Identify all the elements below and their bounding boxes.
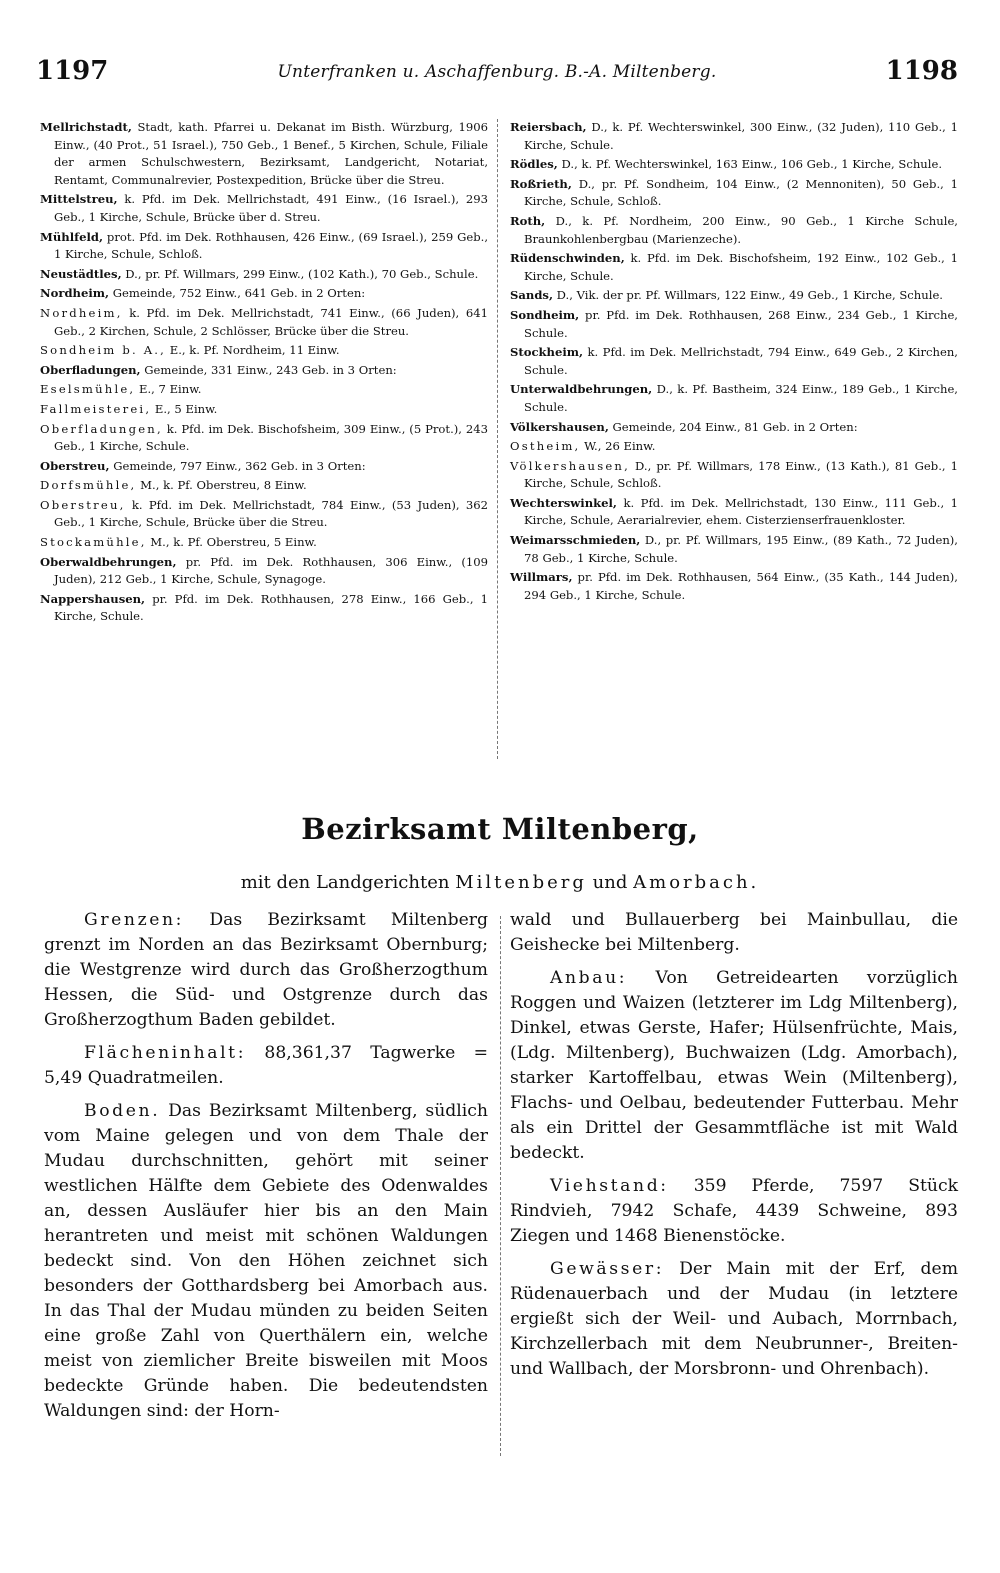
entry-place-name: Neustädtles, xyxy=(40,266,122,281)
paragraph-lead: Grenzen: xyxy=(84,910,185,930)
entry-place-name: Stockamühle, xyxy=(40,535,147,550)
entry-description: Gemeinde, 797 Einw., 362 Geb. in 3 Orten: xyxy=(113,458,366,473)
gazetteer-subentry xyxy=(40,401,488,419)
gazetteer-entry xyxy=(40,266,488,284)
entry-place-name: Ostheim, xyxy=(510,439,581,454)
entry-description: pr. Pfd. im Dek. Rothhausen, 306 Einw., (109 Juden), 212 Geb., 1 Kirche, Schule, Synagoge. xyxy=(54,554,489,587)
entry-place-name: Oberstreu, xyxy=(40,497,126,512)
entry-description: k. Pfd. im Dek. Mellrichstadt, 741 Einw., (66 Juden), 641 Geb., 2 Kirchen, Schule, 2 Schlösser, Brücke über die Streu. xyxy=(54,305,488,338)
entry-place-name: Nordheim, xyxy=(40,286,110,301)
gazetteer-subentry xyxy=(40,534,488,552)
paragraph-lead: Gewässer: xyxy=(550,1259,665,1279)
entry-description: W., 26 Einw. xyxy=(584,439,656,454)
gazetteer-subentry xyxy=(510,438,958,456)
paragraph-lead: Anbau: xyxy=(550,968,628,988)
gazetteer-entry xyxy=(40,285,488,303)
paragraph-lead: Boden. xyxy=(84,1101,161,1121)
paragraph-text: Das Bezirksamt Miltenberg, südlich vom Maine gelegen und von dem Thale der Mudau durchschnitten, gehört mit seiner westlichen Hälfte dem Gebiete des Odenwaldes an, dessen Ausläufer hier bis an den Main herantreten und meist mit schönen Waldungen bedeckt sind. Von den Höhen zeichnet sich besonders der Gotthardsberg bei Amorbach aus. In das Thal der Mudau münden zu beiden Seiten eine große Zahl von Querthälern ein, welche meist von ziemlicher Breite bisweilen mit Moos bedeckte Gründe haben. Die bedeutendsten Waldungen sind: der Horn- xyxy=(44,1101,488,1421)
gazetteer-entry xyxy=(510,287,958,305)
entry-description: k. Pfd. im Dek. Mellrichstadt, 784 Einw., (53 Juden), 362 Geb., 1 Kirche, Schule, Brücke über die Streu. xyxy=(54,497,488,530)
entry-place-name: Eselsmühle, xyxy=(40,382,136,397)
gazetteer-subentry xyxy=(40,305,488,340)
entry-place-name: Rödles, xyxy=(510,157,558,172)
entry-place-name: Oberfladungen, xyxy=(40,362,141,377)
entry-description: D., pr. Pf. Willmars, 195 Einw., (89 Kath., 72 Juden), 78 Geb., 1 Kirche, Schule. xyxy=(524,533,958,565)
entry-description: D., k. Pf. Wechterswinkel, 163 Einw., 106 Geb., 1 Kirche, Schule. xyxy=(561,157,943,172)
entry-description: prot. Pfd. im Dek. Rothhausen, 426 Einw., (69 Israel.), 259 Geb., 1 Kirche, Schule, Schloß. xyxy=(54,229,488,262)
entry-description: Stadt, kath. Pfarrei u. Dekanat im Bisth. Würzburg, 1906 Einw., (40 Prot., 51 Israel.), 750 Geb., 1 Benef., 5 Kirchen, Schule, Filiale der armen Schulschwestern, Bezirksamt, Landgericht, Notariat, Rentamt, Communalrevier, Postexpedition, Brücke über die Streu. xyxy=(54,120,489,187)
entry-description: pr. Pfd. im Dek. Rothhausen, 278 Einw., 166 Geb., 1 Kirche, Schule. xyxy=(54,591,489,624)
entry-description: Gemeinde, 204 Einw., 81 Geb. in 2 Orten: xyxy=(612,419,858,434)
entry-description: D., pr. Pf. Sondheim, 104 Einw., (2 Mennoniten), 50 Geb., 1 Kirche, Schule, Schloß. xyxy=(524,176,959,209)
entry-place-name: Mellrichstadt, xyxy=(40,120,132,134)
entry-description: k. Pfd. im Dek. Mellrichstadt, 130 Einw., 111 Geb., 1 Kirche, Schule, Aerarialrevier, ehem. Cisterzienserfrauenkloster. xyxy=(524,495,958,528)
subtitle-prefix: mit den Landgerichten xyxy=(240,872,450,893)
gazetteer-entry xyxy=(510,176,958,211)
entry-place-name: Sands, xyxy=(510,288,553,303)
entry-description: D., k. Pf. Wechterswinkel, 300 Einw., (32 Juden), 110 Geb., 1 Kirche, Schule. xyxy=(524,120,958,152)
entry-place-name: Rüdenschwinden, xyxy=(510,251,625,266)
entry-place-name: Nappershausen, xyxy=(40,591,146,606)
gazetteer-entry xyxy=(40,458,488,476)
entry-place-name: Unterwaldbehrungen, xyxy=(510,382,653,397)
gazetteer-entry xyxy=(40,119,488,189)
body-left-column xyxy=(44,908,488,1432)
body-column-divider xyxy=(500,916,501,1456)
entry-place-name: Völkershausen, xyxy=(510,458,630,473)
gazetteer-entry xyxy=(510,495,958,530)
entry-description: k. Pfd. im Dek. Bischofsheim, 309 Einw., (5 Prot.), 243 Geb., 1 Kirche, Schule. xyxy=(54,421,488,454)
entry-description: E., 5 Einw. xyxy=(154,401,218,416)
subtitle-mid: und xyxy=(592,872,628,893)
body-paragraph xyxy=(510,1174,958,1249)
body-right-column xyxy=(510,908,958,1390)
entry-place-name: Oberwaldbehrungen, xyxy=(40,554,177,569)
gazetteer-entry xyxy=(510,213,958,248)
entry-description: M., k. Pf. Oberstreu, 8 Einw. xyxy=(140,478,307,493)
paragraph-text: wald und Bullauerberg bei Mainbullau, die Geishecke bei Miltenberg. xyxy=(510,910,958,955)
gazetteer-entry xyxy=(510,250,958,285)
entry-description: D., k. Pf. Bastheim, 324 Einw., 189 Geb., 1 Kirche, Schule. xyxy=(524,382,958,414)
entry-description: D., k. Pf. Nordheim, 200 Einw., 90 Geb., 1 Kirche Schule, Braunkohlenbergbau (Marienzeche). xyxy=(524,213,958,246)
entry-place-name: Wechterswinkel, xyxy=(510,495,617,510)
gazetteer-entry xyxy=(510,156,958,174)
page-header xyxy=(36,56,958,96)
section-subtitle xyxy=(0,872,1000,893)
entry-place-name: Oberstreu, xyxy=(40,458,110,473)
gazetteer-entry xyxy=(510,419,958,437)
entry-description: D., Vik. der pr. Pf. Willmars, 122 Einw., 49 Geb., 1 Kirche, Schule. xyxy=(556,288,943,303)
paragraph-text: Von Getreidearten vorzüglich Roggen und Waizen (letzterer im Ldg Miltenberg), Dinkel, etwas Gerste, Hafer; Hülsenfrüchte, Mais, (Ldg. Miltenberg), Buchwaizen (Ldg. Amorbach), starker Kartoffelbau, etwas Wein (Miltenberg), Flachs- und Oelbau, bedeutender Futterbau. Mehr als ein Drittel der Gesammtfläche ist mit Wald bedeckt. xyxy=(510,968,958,1163)
gazetteer-entry xyxy=(510,119,958,154)
right-gazetteer-column xyxy=(510,119,958,606)
body-paragraph xyxy=(510,908,958,958)
gazetteer-entry xyxy=(40,362,488,380)
entry-description: E., k. Pf. Nordheim, 11 Einw. xyxy=(169,343,340,358)
subtitle-court-b: Amorbach. xyxy=(633,872,760,893)
column-divider xyxy=(497,119,498,759)
entry-place-name: Nordheim, xyxy=(40,305,123,320)
entry-place-name: Mühlfeld, xyxy=(40,229,104,244)
paragraph-lead: Viehstand: xyxy=(550,1176,669,1196)
gazetteer-entry xyxy=(510,569,958,604)
gazetteer-subentry xyxy=(40,381,488,399)
body-paragraph xyxy=(44,908,488,1033)
entry-description: k. Pfd. im Dek. Mellrichstadt, 491 Einw., (16 Israel.), 293 Geb., 1 Kirche, Schule, Brücke über d. Streu. xyxy=(54,192,489,224)
gazetteer-entry xyxy=(40,191,488,226)
entry-place-name: Fallmeisterei, xyxy=(40,401,152,416)
running-title: Unterfranken u. Aschaffenburg. B.-A. Miltenberg. xyxy=(277,62,717,82)
entry-place-name: Völkershausen, xyxy=(510,419,609,434)
body-paragraph xyxy=(44,1099,488,1424)
gazetteer-entry xyxy=(40,229,488,264)
entry-description: D., pr. Pf. Willmars, 178 Einw., (13 Kath.), 81 Geb., 1 Kirche, Schule, Schloß. xyxy=(524,458,958,491)
entry-place-name: Weimarsschmieden, xyxy=(510,533,641,548)
page-number-right: 1198 xyxy=(885,56,958,86)
paragraph-text: Das Bezirksamt Miltenberg grenzt im Norden an das Bezirksamt Obernburg; die Westgrenze wird durch das Großherzogthum Hessen, die Süd- und Ostgrenze durch das Großherzogthum Baden gebildet. xyxy=(44,910,488,1030)
entry-description: D., pr. Pf. Willmars, 299 Einw., (102 Kath.), 70 Geb., Schule. xyxy=(125,266,479,281)
entry-description: E., 7 Einw. xyxy=(139,382,202,397)
left-gazetteer-column xyxy=(40,119,488,628)
entry-description: Gemeinde, 752 Einw., 641 Geb. in 2 Orten: xyxy=(112,286,366,301)
entry-place-name: Willmars, xyxy=(510,570,573,585)
entry-place-name: Roßrieth, xyxy=(510,176,572,191)
gazetteer-entry xyxy=(510,344,958,379)
section-title: Bezirksamt Miltenberg, xyxy=(301,812,699,846)
subtitle-court-a: Miltenberg xyxy=(455,872,587,893)
gazetteer-subentry xyxy=(40,342,488,360)
page-number-left: 1197 xyxy=(36,56,109,86)
paragraph-text: Der Main mit der Erf, dem Rüdenauerbach und der Mudau (in letztere ergießt sich der Weil- und Aubach, Morrnbach, Kirchzellerbach mit dem Neubrunner-, Breiten- und Wallbach, der Morsbronn- und Ohrenbach). xyxy=(510,1259,958,1379)
body-paragraph xyxy=(44,1041,488,1091)
paragraph-lead: Flächeninhalt: xyxy=(84,1043,247,1063)
paragraph-text: 88,361,37 Tagwerke = 5,49 Quadratmeilen. xyxy=(44,1043,488,1088)
paragraph-text: 359 Pferde, 7597 Stück Rindvieh, 7942 Schafe, 4439 Schweine, 893 Ziegen und 1468 Bienenstöcke. xyxy=(510,1176,958,1246)
entry-description: pr. Pfd. im Dek. Rothhausen, 268 Einw., 234 Geb., 1 Kirche, Schule. xyxy=(524,307,958,340)
gazetteer-subentry xyxy=(40,497,488,532)
entry-description: M., k. Pf. Oberstreu, 5 Einw. xyxy=(150,535,317,550)
entry-description: Gemeinde, 331 Einw., 243 Geb. in 3 Orten: xyxy=(144,362,397,377)
entry-description: pr. Pfd. im Dek. Rothhausen, 564 Einw., (35 Kath., 144 Juden), 294 Geb., 1 Kirche, Schule. xyxy=(524,570,958,602)
gazetteer-entry xyxy=(510,532,958,567)
entry-description: k. Pfd. im Dek. Mellrichstadt, 794 Einw., 649 Geb., 2 Kirchen, Schule. xyxy=(524,345,958,377)
gazetteer-entry xyxy=(40,554,488,589)
gazetteer-subentry xyxy=(40,421,488,456)
entry-place-name: Roth, xyxy=(510,213,546,228)
gazetteer-subentry xyxy=(40,477,488,495)
entry-place-name: Stockheim, xyxy=(510,345,584,360)
entry-place-name: Oberfladungen, xyxy=(40,421,163,436)
entry-place-name: Mittelstreu, xyxy=(40,192,118,207)
gazetteer-entry xyxy=(510,307,958,342)
body-paragraph xyxy=(510,966,958,1166)
entry-place-name: Dorfsmühle, xyxy=(40,478,137,493)
gazetteer-entry xyxy=(510,381,958,416)
entry-place-name: Reiersbach, xyxy=(510,120,587,134)
gazetteer-subentry xyxy=(510,458,958,493)
body-paragraph xyxy=(510,1257,958,1382)
gazetteer-entry xyxy=(40,591,488,626)
entry-description: k. Pfd. im Dek. Bischofsheim, 192 Einw., 102 Geb., 1 Kirche, Schule. xyxy=(524,251,959,283)
entry-place-name: Sondheim, xyxy=(510,307,580,322)
entry-place-name: Sondheim b. A., xyxy=(40,343,167,358)
